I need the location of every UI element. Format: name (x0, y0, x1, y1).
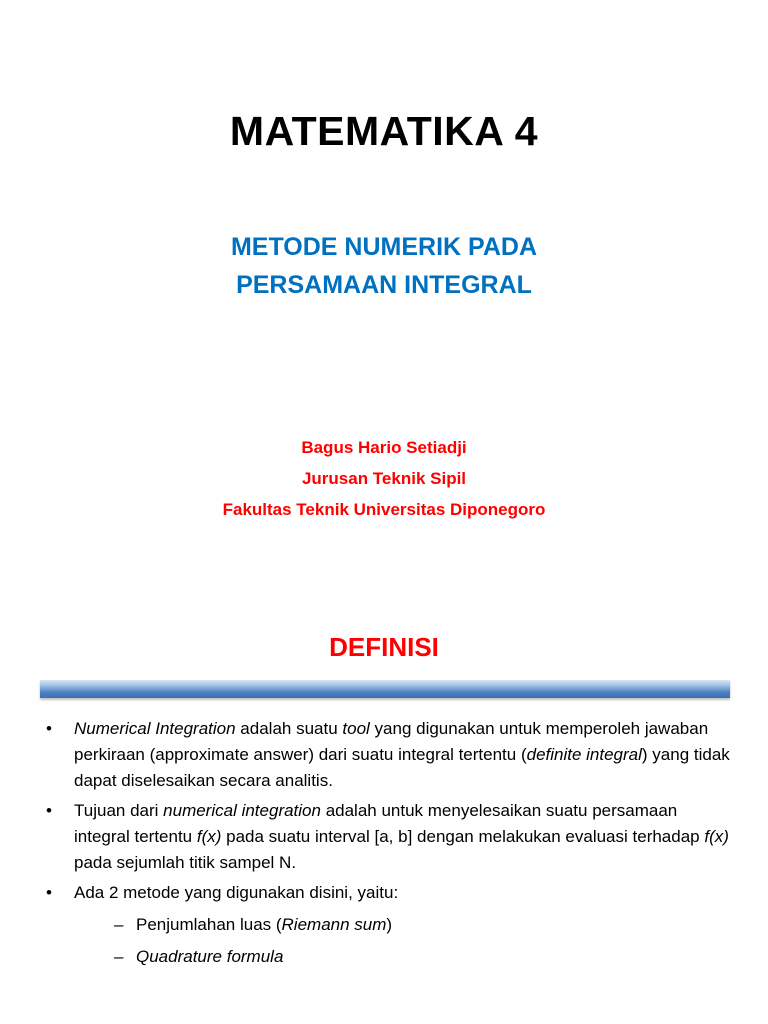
sub-item-1 (74, 912, 730, 938)
definition-slide (0, 600, 768, 1024)
term-tool: tool (342, 719, 370, 738)
bullet-text: Tujuan dari (74, 801, 164, 820)
bullet-list (40, 716, 730, 974)
term-fx: f(x) (196, 827, 222, 846)
title-divider (40, 680, 730, 698)
author-name: Bagus Hario Setiadji (301, 438, 467, 457)
subtitle-line-1: METODE NUMERIK PADA (230, 233, 538, 261)
sub-text: ) (386, 915, 393, 934)
bullet-text: adalah suatu (235, 719, 343, 738)
definition-title: DEFINISI (329, 632, 439, 662)
bullet-item-2 (40, 798, 730, 876)
dash-icon: – (114, 947, 124, 966)
bullet-icon: • (46, 801, 52, 820)
slide-title: MATEMATIKA 4 (229, 108, 539, 154)
sub-text: Penjumlahan luas ( (136, 915, 282, 934)
dash-icon: – (114, 915, 124, 934)
author-block (0, 432, 768, 525)
bullet-item-3 (40, 880, 730, 970)
subtitle-line-2: PERSAMAAN INTEGRAL (236, 271, 532, 299)
author-department: Jurusan Teknik Sipil (301, 469, 467, 488)
bullet-text: pada sejumlah titik sampel N. (74, 853, 297, 872)
bullet-text: yang digunakan untuk memperoleh jawaban perkiraan (approximate answer) dari suatu integral tertentu ( (74, 719, 709, 764)
term-numerical-integration: numerical integration (163, 801, 321, 820)
term-fx: f(x) (704, 827, 729, 846)
term-definite-integral: definite integral (526, 745, 642, 764)
bullet-text: pada suatu interval [a, b] dengan melakukan evaluasi terhadap (221, 827, 705, 846)
bullet-text: adalah untuk menyelesaikan suatu persamaan integral tertentu (74, 801, 678, 846)
bullet-text: Ada 2 metode yang digunakan disini, yaitu: (74, 883, 399, 902)
term-riemann-sum: Riemann sum (281, 915, 387, 934)
sub-item-2 (74, 944, 730, 970)
bullet-icon: • (46, 719, 52, 738)
bullet-text: ) yang tidak dapat diselesaikan secara analitis. (74, 745, 730, 790)
slide-subtitle (0, 228, 768, 304)
bullet-icon: • (46, 883, 52, 902)
bullet-item-1 (40, 716, 730, 794)
term-numerical-integration: Numerical Integration (74, 719, 236, 738)
term-quadrature-formula: Quadrature formula (136, 947, 284, 966)
author-faculty: Fakultas Teknik Universitas Diponegoro (222, 500, 546, 519)
